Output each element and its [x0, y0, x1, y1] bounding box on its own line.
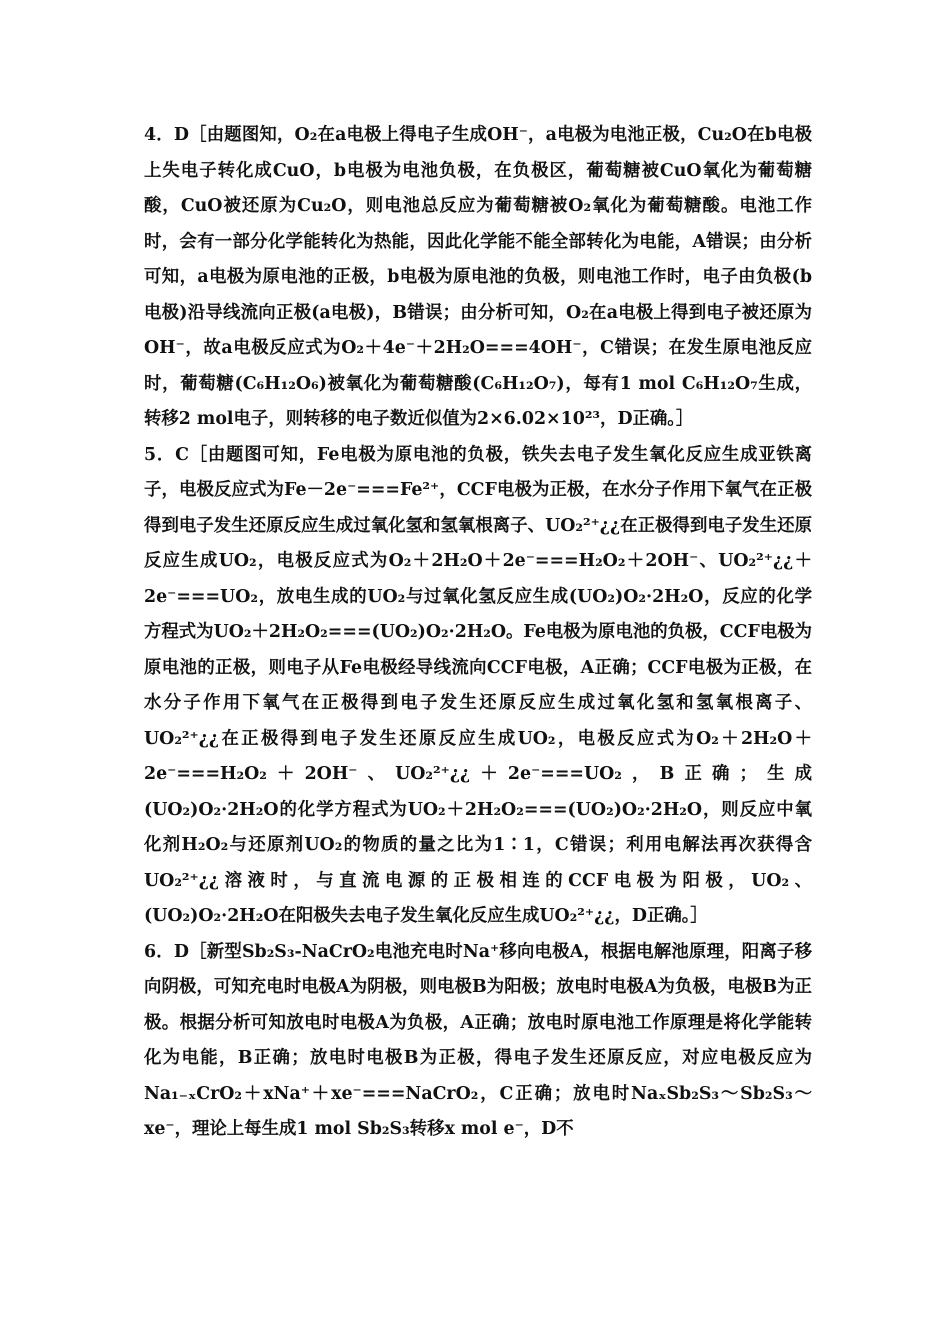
- answer-explanation: ［由题图知，O₂在a电极上得电子生成OH⁻，a电极为电池正极，Cu₂O在b电极上失电子转化成CuO，b电极为电池负极，在负极区，葡萄糖被CuO氧化为葡萄糖酸，CuO被还原为Cu₂O，则电池总反应为葡萄糖被O₂氧化为葡萄糖酸。电池工作时，会有一部分化学能转化为热能，因此化学能不能全部转化为电能，A错误；由分析可知，a电极为原电池的正极，b电极为原电池的负极，则电池工作时，电子由负极(b电极)沿导线流向正极(a电极)，B错误；由分析可知，O₂在a电极上得到电子被还原为OH⁻，故a电极反应式为O₂＋4e⁻＋2H₂O===4OH⁻，C错误；在发生原电池反应时，葡萄糖(C₆H₁₂O₆)被氧化为葡萄糖酸(C₆H₁₂O₇)，每有1 mol C₆H₁₂O₇生成，转移2 mol电子，则转移的电子数近似值为2×6.02×10²³，D正确。］: [144, 125, 812, 429]
- answer-4: [144, 118, 812, 438]
- answer-number: 6．D: [144, 941, 189, 962]
- answer-document: [144, 118, 812, 1148]
- answer-number: 4．D: [144, 125, 189, 145]
- answer-5: [144, 438, 812, 935]
- answer-number: 5．C: [144, 444, 189, 465]
- answer-explanation: ［由题图可知，Fe电极为原电池的负极，铁失去电子发生氧化反应生成亚铁离子，电极反应式为Fe－2e⁻===Fe²⁺，CCF电极为正极，在水分子作用下氧气在正极得到电子发生还原反应生成过氧化氢和氢氧根离子、UO₂²⁺¿¿在正极得到电子发生还原反应生成UO₂，电极反应式为O₂＋2H₂O＋2e⁻===H₂O₂＋2OH⁻、UO₂²⁺¿¿＋2e⁻===UO₂，放电生成的UO₂与过氧化氢反应生成(UO₂)O₂·2H₂O，反应的化学方程式为UO₂＋2H₂O₂===(UO₂)O₂·2H₂O。Fe电极为原电池的负极，CCF电极为原电池的正极，则电子从Fe电极经导线流向CCF电极，A正确；CCF电极为正极，在水分子作用下氧气在正极得到电子发生还原反应生成过氧化氢和氢氧根离子、UO₂²⁺¿¿在正极得到电子发生还原反应生成UO₂，电极反应式为O₂＋2H₂O＋2e⁻===H₂O₂＋2OH⁻、UO₂²⁺¿¿＋2e⁻===UO₂，B正确；生成(UO₂)O₂·2H₂O的化学方程式为UO₂＋2H₂O₂===(UO₂)O₂·2H₂O，则反应中氧化剂H₂O₂与还原剂UO₂的物质的量之比为1∶1，C错误；利用电解法再次获得含UO₂²⁺¿¿溶液时，与直流电源的正极相连的CCF电极为阳极，UO₂、(UO₂)O₂·2H₂O在阳极失去电子发生氧化反应生成UO₂²⁺¿¿，D正确。］: [144, 444, 812, 926]
- answer-explanation: ［新型Sb₂S₃-NaCrO₂电池充电时Na⁺移向电极A，根据电解池原理，阳离子移向阴极，可知充电时电极A为阴极，则电极B为阳极；放电时电极A为负极，电极B为正极。根据分析可知放电时电极A为负极，A正确；放电时原电池工作原理是将化学能转化为电能，B正确；放电时电极B为正极，得电子发生还原反应，对应电极反应为Na₁₋ₓCrO₂＋xNa⁺＋xe⁻===NaCrO₂，C正确；放电时NaₓSb₂S₃～Sb₂S₃～xe⁻，理论上每生成1 mol Sb₂S₃转移x mol e⁻，D不: [144, 941, 812, 1139]
- answer-6: [144, 935, 812, 1148]
